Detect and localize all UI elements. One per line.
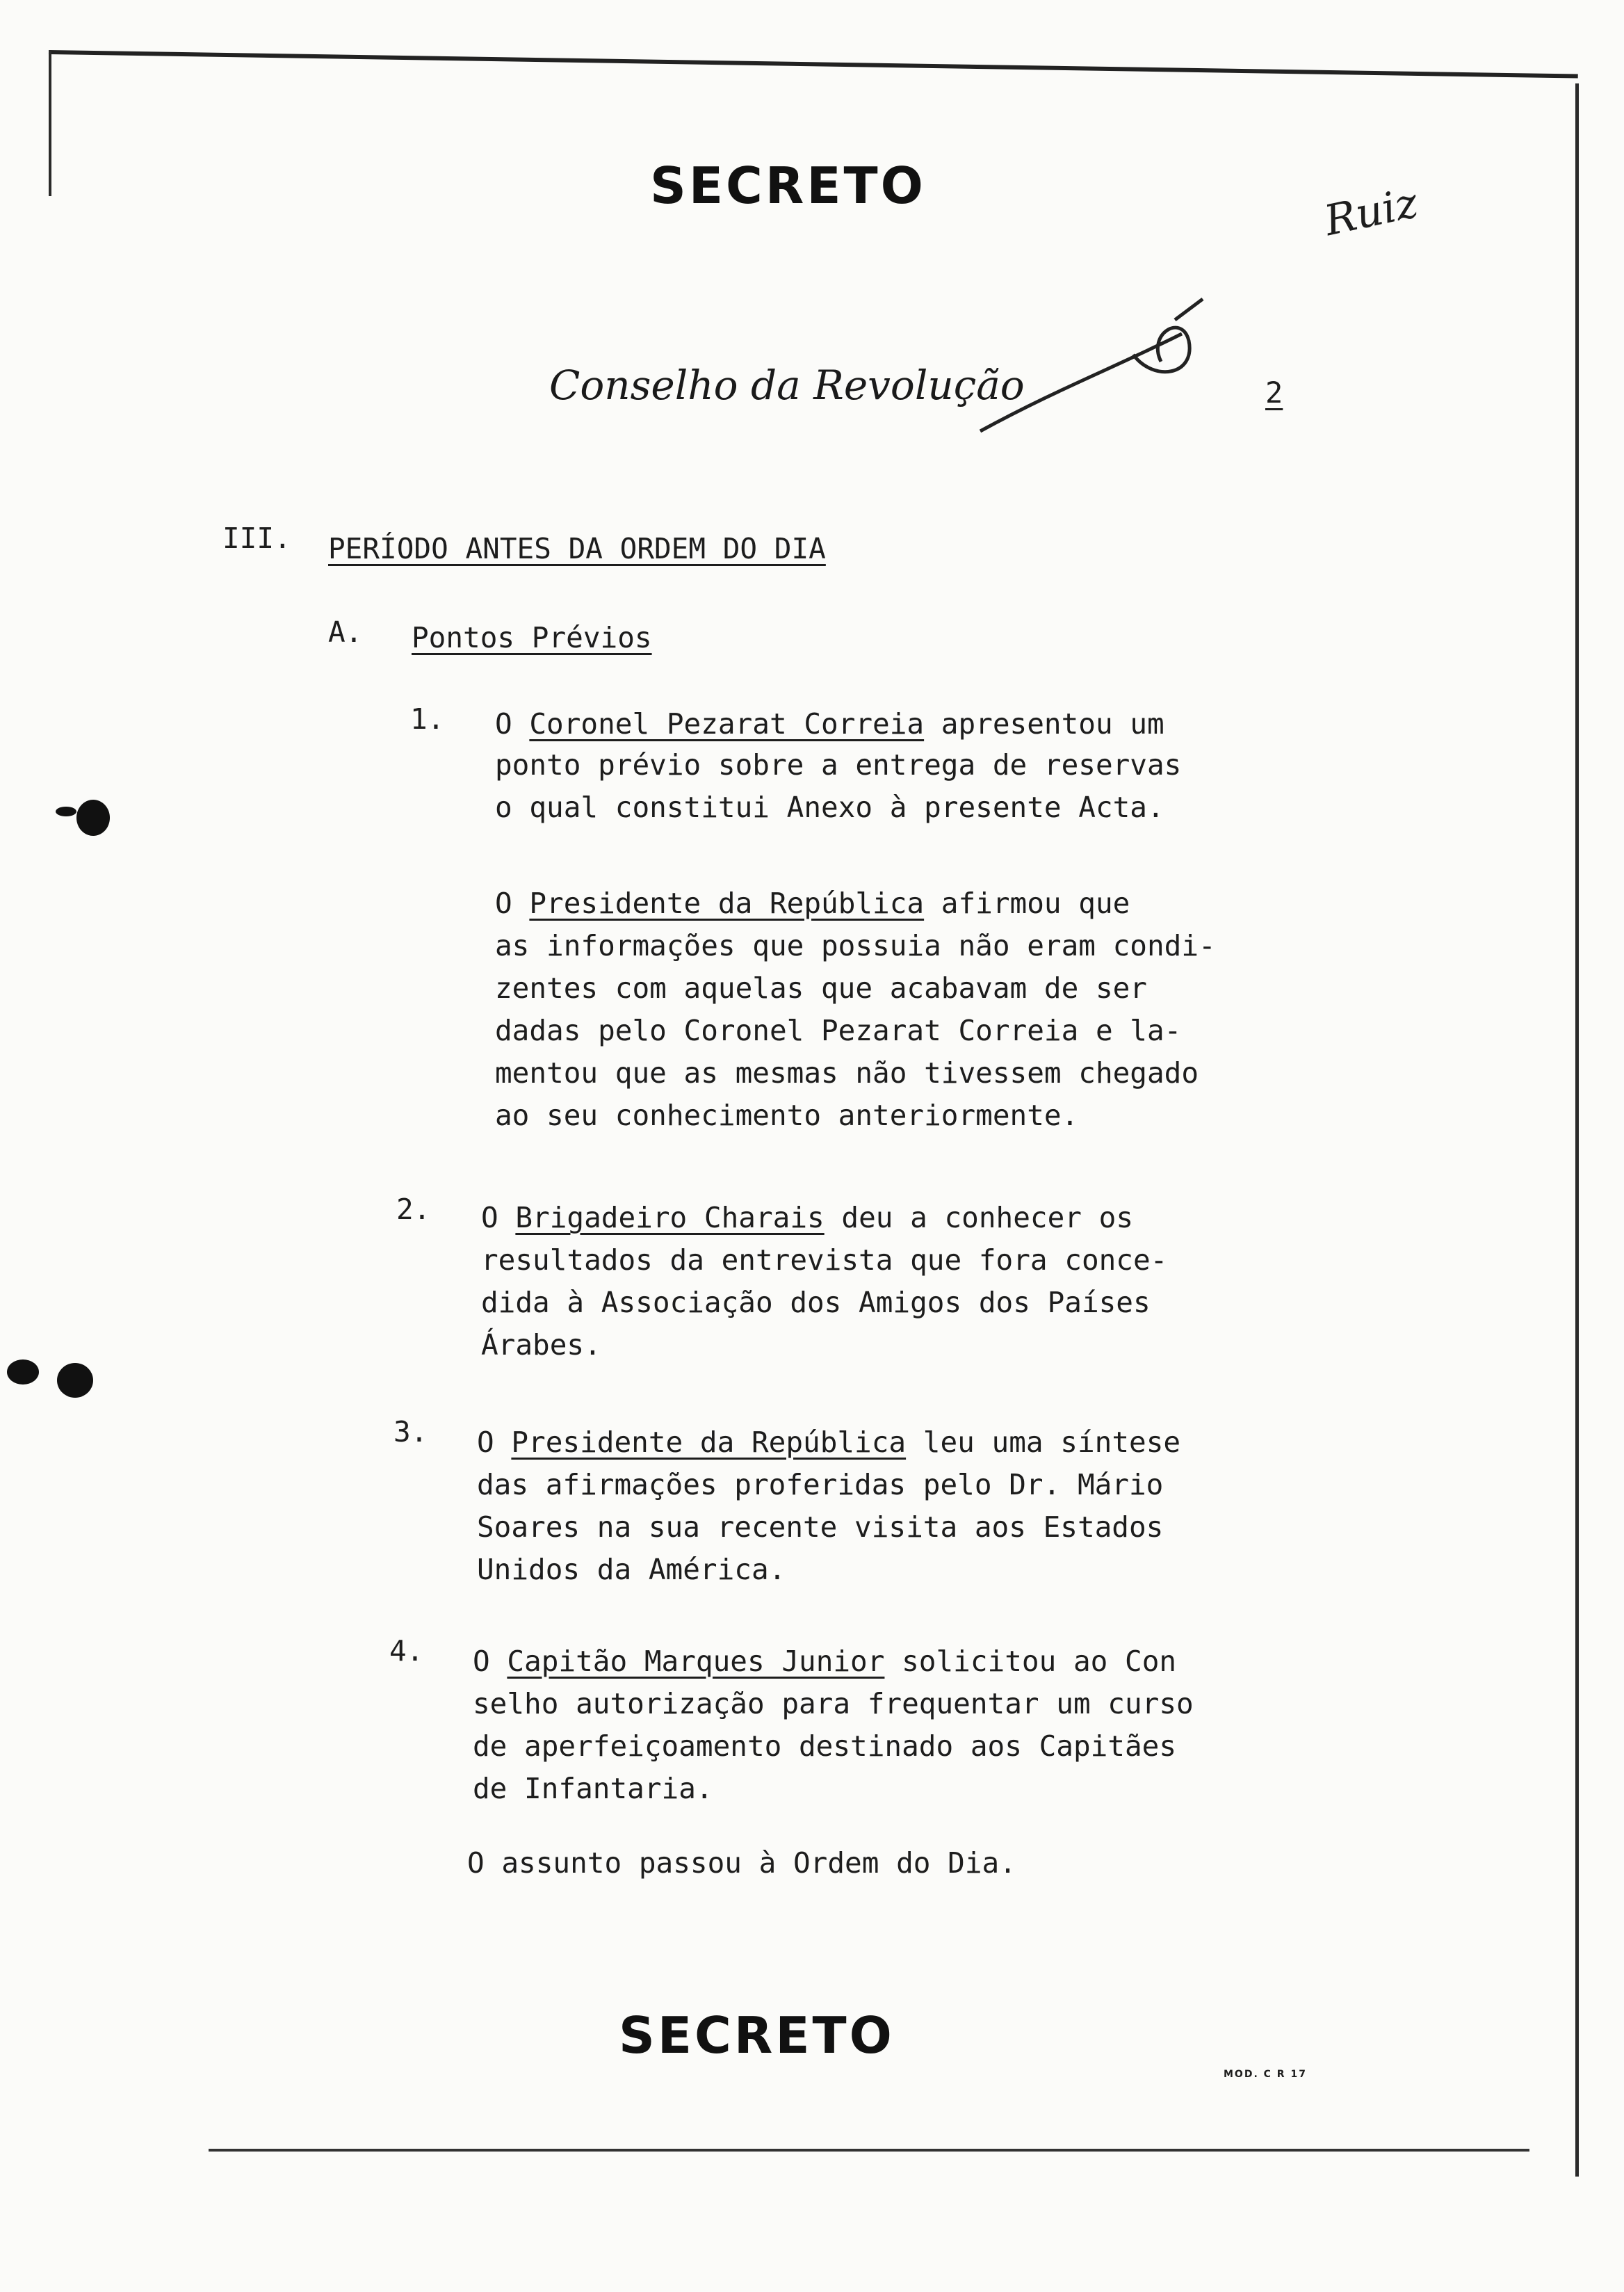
item-prefix: O bbox=[477, 1426, 494, 1459]
item-text-first: afirmou que bbox=[941, 887, 1130, 920]
item-prefix: O bbox=[473, 1645, 490, 1678]
item-person-name: Capitão Marques Junior bbox=[507, 1645, 885, 1678]
page-border-top bbox=[49, 50, 1578, 79]
item-prefix: O bbox=[481, 1201, 498, 1234]
page-border-bottom bbox=[209, 2149, 1529, 2152]
item-text-rest: resultados da entrevista que fora conce- dida à Associação dos Amigos dos Países Árabes. bbox=[481, 1243, 1168, 1362]
item-person-name: Presidente da República bbox=[511, 1426, 907, 1459]
item-prefix: O bbox=[495, 887, 512, 920]
binding-hole-mark bbox=[56, 807, 76, 816]
subsection-title: Pontos Prévios bbox=[412, 621, 652, 654]
list-item bbox=[495, 704, 1164, 744]
item-person-name: Coronel Pezarat Correia bbox=[529, 707, 925, 741]
closing-note: O assunto passou à Ordem do Dia. bbox=[467, 1846, 1016, 1880]
item-text-first: solicitou ao Con bbox=[902, 1645, 1177, 1678]
section-title: PERÍODO ANTES DA ORDEM DO DIA bbox=[328, 532, 826, 565]
binding-hole-mark bbox=[57, 1363, 93, 1398]
secret-stamp-bottom: SECRETO bbox=[619, 2006, 895, 2065]
item-text-rest: das afirmações proferidas pelo Dr. Mário Soares na sua recente visita aos Estados Unidos da América. bbox=[477, 1468, 1164, 1586]
item-person-name: Brigadeiro Charais bbox=[515, 1201, 825, 1234]
page-border-left bbox=[49, 50, 51, 196]
handwritten-initials: Ruiz bbox=[1320, 178, 1422, 246]
item-number: 4. bbox=[389, 1634, 424, 1668]
item-person-name: Presidente da República bbox=[529, 887, 925, 920]
list-item bbox=[477, 1422, 1180, 1462]
item-number: 1. bbox=[410, 702, 445, 736]
item-text-rest: selho autorização para frequentar um curso de aperfeiçoamento destinado aos Capitães de Infantaria. bbox=[473, 1687, 1194, 1805]
handwritten-signature bbox=[973, 292, 1224, 445]
item-text-rest: as informações que possuia não eram condi- zentes com aquelas que acabavam de ser dadas pelo Coronel Pezarat Correia e la- mentou que as mesmas não tivessem chegado ao seu conhecimento anteriormente. bbox=[495, 929, 1216, 1132]
section-numeral: III. bbox=[222, 522, 291, 555]
item-text-first: deu a conhecer os bbox=[841, 1201, 1134, 1234]
item-prefix: O bbox=[495, 707, 512, 741]
item-text-rest: ponto prévio sobre a entrega de reservas o qual constitui Anexo à presente Acta. bbox=[495, 748, 1182, 824]
institution-title: Conselho da Revolução bbox=[549, 362, 1025, 409]
page-number: 2 bbox=[1265, 376, 1283, 410]
binding-hole-mark bbox=[7, 1359, 39, 1385]
binding-hole-mark bbox=[76, 800, 110, 836]
subsection-letter: A. bbox=[328, 615, 363, 649]
item-text-first: leu uma síntese bbox=[923, 1426, 1181, 1459]
list-item bbox=[481, 1197, 1133, 1238]
list-item bbox=[473, 1641, 1176, 1681]
item-number: 2. bbox=[396, 1193, 431, 1226]
page-border-right bbox=[1575, 83, 1579, 2177]
item-text-first: apresentou um bbox=[941, 707, 1164, 741]
list-item bbox=[495, 883, 1130, 923]
item-number: 3. bbox=[393, 1415, 428, 1448]
secret-stamp-top: SECRETO bbox=[650, 156, 926, 215]
form-code: MOD. C R 17 bbox=[1224, 2069, 1307, 2080]
